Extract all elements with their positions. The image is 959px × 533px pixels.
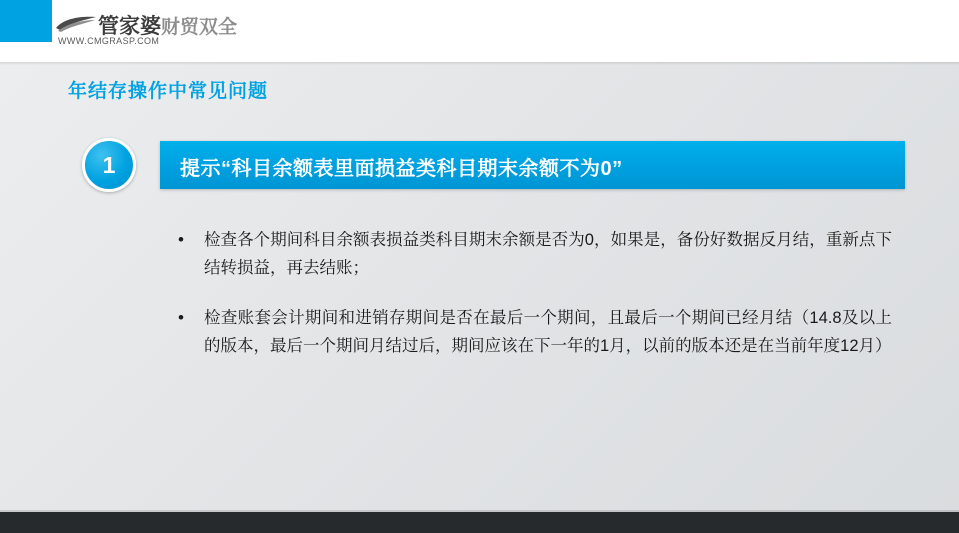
logo-text-sub: 财贸双全 <box>161 17 238 38</box>
page-title: 年结存操作中常见问题 <box>68 81 269 102</box>
header-band-shadow <box>0 62 959 65</box>
header-accent-block-spacer <box>0 42 52 62</box>
list-item-text: 检查各个期间科目余额表损益类科目期末余额是否为0，如果是，备份好数据反月结，重新点下结转损益，再去结账； <box>204 231 892 277</box>
headline-bar <box>160 141 905 189</box>
step-number-badge <box>82 138 136 192</box>
logo <box>56 10 236 56</box>
step-number-label: 1 <box>102 152 116 178</box>
footer-band <box>0 512 959 533</box>
list-item <box>172 304 892 360</box>
list-item-text: 检查账套会计期间和进销存期间是否在最后一个期间，且最后一个期间已经月结（14.8及以上的版本，最后一个期间月结过后，期间应该在下一年的1月，以前的版本还是在当前年度12月） <box>204 309 892 355</box>
header-accent-block <box>0 0 52 42</box>
list-item <box>172 226 892 282</box>
logo-url: WWW.CMGRASP.COM <box>58 36 160 46</box>
swoosh-icon <box>56 16 96 32</box>
bullet-marker-icon: • <box>178 230 184 249</box>
headline-text: 提示“科目余额表里面损益类科目期末余额不为0” <box>180 158 623 180</box>
bullet-marker-icon: • <box>178 308 184 327</box>
logo-text-main: 管家婆 <box>98 15 161 38</box>
bullet-list <box>172 226 892 382</box>
